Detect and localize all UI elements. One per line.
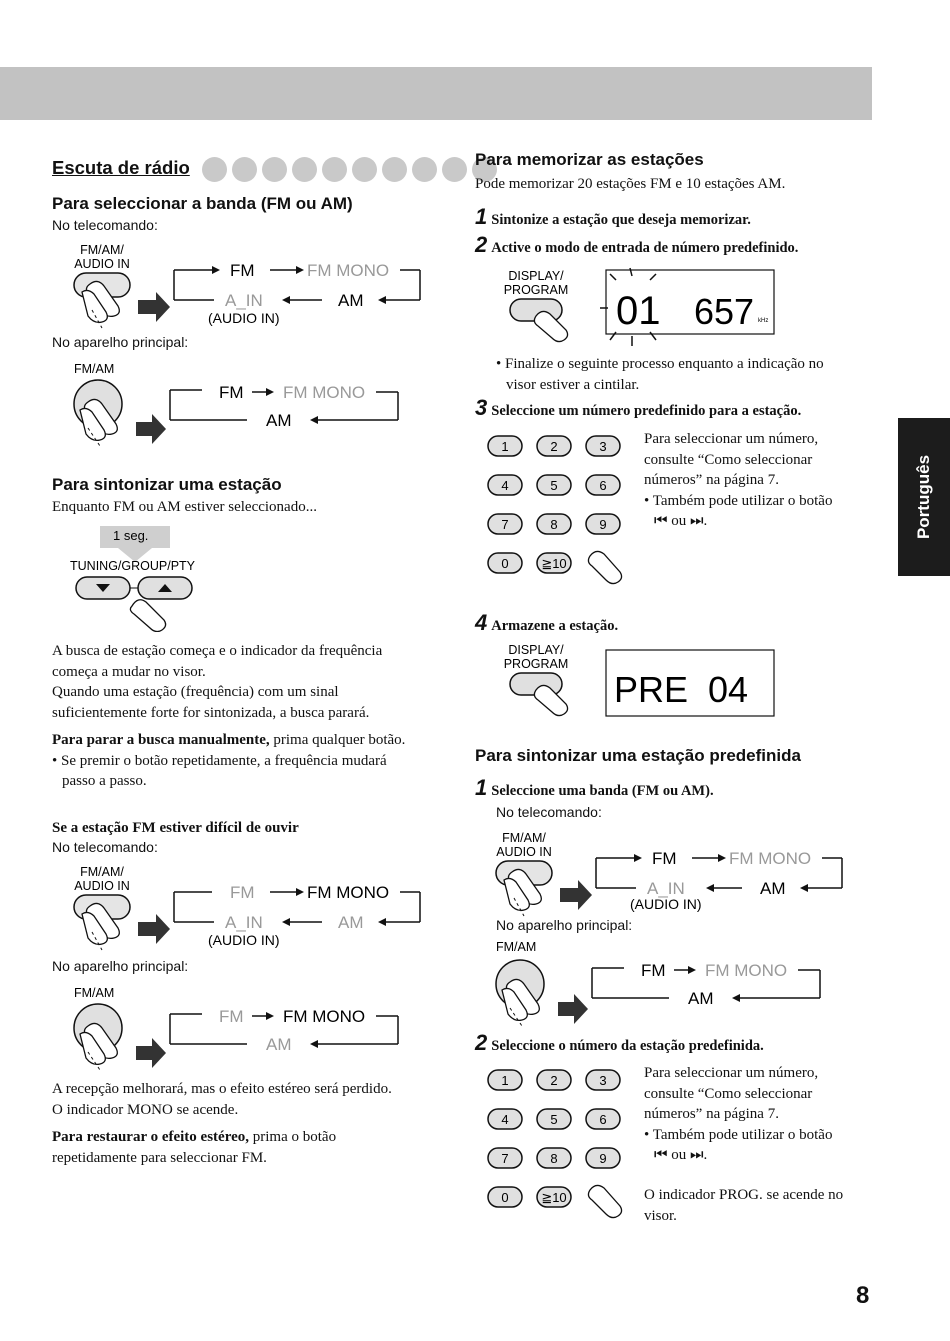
tune-stop xyxy=(52,730,405,792)
remote-button-label-1: FM/AM/ xyxy=(80,865,124,879)
keypad-label: 0 xyxy=(501,556,509,571)
arrow-right-icon xyxy=(138,914,170,944)
fm-restore-bold: Para restaurar o efeito estéreo, xyxy=(52,1129,249,1145)
fm-remote-diagram xyxy=(52,862,432,952)
keypad-label: 9 xyxy=(599,1151,607,1166)
tune-intro: Enquanto FM ou AM estiver seleccionado... xyxy=(52,499,317,515)
memo-step-1 xyxy=(475,204,751,230)
fm-line: A recepção melhorará, mas o efeito estéreo será perdido. xyxy=(52,1081,392,1097)
memo-step-2 xyxy=(475,232,798,258)
flow-a-in: A_IN xyxy=(225,913,263,932)
display-program-label-2: PROGRAM xyxy=(503,657,569,671)
flow-audio-in: (AUDIO IN) xyxy=(208,932,280,948)
step-number: 1 xyxy=(475,204,488,229)
memo-step3-text xyxy=(644,429,832,532)
flow-arrow-icon xyxy=(688,966,696,974)
flow-fm-mono: FM MONO xyxy=(307,883,390,902)
memo-step3-line: Para seleccionar um número, xyxy=(644,431,819,447)
fm-line: O indicador MONO se acende. xyxy=(52,1101,239,1118)
memo-note-line: • Finalize o seguinte processo enquanto a indicação no xyxy=(496,356,824,372)
step-number: 3 xyxy=(475,395,488,420)
step-text: Seleccione um número predefinido para a estação. xyxy=(491,403,802,419)
preset-step2-line: Para seleccionar um número, xyxy=(644,1065,819,1081)
flow-am: AM xyxy=(266,1035,292,1054)
arrow-right-icon xyxy=(560,880,592,910)
remote-button-label-2: AUDIO IN xyxy=(74,257,130,271)
flow-audio-in: (AUDIO IN) xyxy=(208,310,280,326)
fm-heading: Se a estação FM estiver difícil de ouvir xyxy=(52,820,299,836)
flow-fm-mono: FM MONO xyxy=(283,383,366,402)
flow-fm: FM xyxy=(652,849,677,868)
fm-main-label: No aparelho principal: xyxy=(52,958,189,974)
hold-duration: 1 seg. xyxy=(113,528,149,543)
store-diagram-1 xyxy=(496,266,786,350)
step-text: Sintonize a estação que deseja memorizar. xyxy=(491,212,751,228)
tune-bullet-cont: passo a passo. xyxy=(62,773,147,789)
display-program-label-1: DISPLAY/ xyxy=(508,269,564,283)
keypad-label: 5 xyxy=(550,1112,558,1127)
flow-fm-mono: FM MONO xyxy=(307,261,390,280)
keypad-label: 4 xyxy=(501,478,509,493)
store-diagram-2 xyxy=(496,640,786,724)
flow-am: AM xyxy=(266,411,292,430)
remote-button-label-2: AUDIO IN xyxy=(74,879,130,893)
keypad-label: 1 xyxy=(501,439,509,454)
keypad-label: 8 xyxy=(550,1151,558,1166)
main-button-label: FM/AM xyxy=(74,986,115,1000)
memo-intro: Pode memorizar 20 estações FM e 10 estações AM. xyxy=(475,176,786,192)
flow-am: AM xyxy=(760,879,786,898)
preset-step2-line: números” na página 7. xyxy=(644,1106,779,1122)
step-number: 2 xyxy=(475,1030,488,1055)
pointing-finger-icon xyxy=(130,600,165,632)
step-number: 2 xyxy=(475,232,488,257)
tune-line: começa a mudar no visor. xyxy=(52,663,206,680)
display-program-label-2: PROGRAM xyxy=(503,283,569,297)
keypad-label: 1 xyxy=(501,1073,509,1088)
band-main-diagram xyxy=(52,358,412,448)
flow-am: AM xyxy=(338,913,364,932)
memo-note-line: visor estiver a cintilar. xyxy=(506,376,640,393)
flow-am: AM xyxy=(688,989,714,1008)
preset-main-label: No aparelho principal: xyxy=(496,917,633,933)
preset-step2-line: ⏮ ou ⏭. xyxy=(654,1147,708,1163)
memo-note xyxy=(496,354,824,395)
flow-fm-mono: FM MONO xyxy=(729,849,812,868)
fm-restore-rest: prima o botão xyxy=(249,1129,337,1145)
preset-remote-diagram xyxy=(474,828,854,918)
section-title: Escuta de rádio xyxy=(52,157,190,178)
memo-step-3 xyxy=(475,395,801,421)
band-heading: Para seleccionar a banda (FM ou AM) xyxy=(52,194,353,213)
flow-arrow-icon xyxy=(718,854,726,862)
keypad-label: 4 xyxy=(501,1112,509,1127)
preset-remote-label: No telecomando: xyxy=(496,804,602,820)
tune-paragraph xyxy=(52,641,382,723)
flow-fm: FM xyxy=(230,883,255,902)
step-text: Seleccione o número da estação predefinida. xyxy=(491,1038,764,1054)
remote-button-label-2: AUDIO IN xyxy=(496,845,552,859)
preset-step-2 xyxy=(475,1030,764,1056)
tune-bullet: • Se premir o botão repetidamente, a frequência mudará xyxy=(52,752,387,769)
flow-a-in: A_IN xyxy=(647,879,685,898)
flow-arrow-icon xyxy=(266,1012,274,1020)
keypad-label: 3 xyxy=(599,1073,607,1088)
pointing-finger-icon xyxy=(588,1185,621,1217)
display-program-label-1: DISPLAY/ xyxy=(508,643,564,657)
pointing-finger-icon xyxy=(588,551,621,583)
tuning-button-label: TUNING/GROUP/PTY xyxy=(70,559,196,573)
header-bar xyxy=(0,67,872,120)
remote-button-label-1: FM/AM/ xyxy=(502,831,546,845)
lcd-preset-number: 01 xyxy=(616,289,661,333)
pointing-finger-icon xyxy=(534,685,567,715)
step-number: 4 xyxy=(475,610,488,635)
keypad-label: 7 xyxy=(501,517,509,532)
title-dots-decoration xyxy=(202,157,497,182)
keypad-label: ≧10 xyxy=(541,1190,567,1205)
flow-audio-in: (AUDIO IN) xyxy=(630,896,702,912)
arrow-right-icon xyxy=(138,292,170,322)
keypad-2 xyxy=(486,1066,636,1226)
preset-prog-line: O indicador PROG. se acende no xyxy=(644,1187,844,1203)
tune-stop-rest: prima qualquer botão. xyxy=(269,732,406,748)
fm-restore xyxy=(52,1127,336,1168)
step-text: Armazene a estação. xyxy=(491,618,619,634)
band-remote-diagram xyxy=(52,240,432,330)
tune-line: Quando uma estação (frequência) com um sinal xyxy=(52,684,339,700)
keypad-label: 9 xyxy=(599,517,607,532)
preset-step-1 xyxy=(475,775,714,801)
flow-arrow-icon xyxy=(296,888,304,896)
keypad-1 xyxy=(486,432,636,592)
step-text: Seleccione uma banda (FM ou AM). xyxy=(491,783,714,799)
flow-fm: FM xyxy=(219,383,244,402)
remote-button-label-1: FM/AM/ xyxy=(80,243,124,257)
keypad-label: 2 xyxy=(550,1073,558,1088)
keypad-label: ≧10 xyxy=(541,556,567,571)
tune-stop-bold: Para parar a busca manualmente, xyxy=(52,732,270,748)
tuning-diagram xyxy=(60,522,280,632)
memo-step3-line: números” na página 7. xyxy=(644,472,779,488)
keypad-label: 2 xyxy=(550,439,558,454)
fm-main-diagram xyxy=(52,982,412,1072)
keypad-label: 5 xyxy=(550,478,558,493)
flow-am: AM xyxy=(338,291,364,310)
tune-line: A busca de estação começa e o indicador da frequência xyxy=(52,643,383,659)
keypad-label: 3 xyxy=(599,439,607,454)
band-remote-label: No telecomando: xyxy=(52,217,158,233)
memo-step3-line: ⏮ ou ⏭. xyxy=(654,513,708,529)
fm-restore-line2: repetidamente para seleccionar FM. xyxy=(52,1149,267,1166)
main-button-label: FM/AM xyxy=(74,362,115,376)
memo-step3-line: • Também pode utilizar o botão xyxy=(644,492,833,509)
main-button-label: FM/AM xyxy=(496,940,537,954)
preset-prog-note xyxy=(644,1185,843,1226)
fm-remote-label: No telecomando: xyxy=(52,839,158,855)
preset-prog-line: visor. xyxy=(644,1207,677,1224)
flow-fm-mono: FM MONO xyxy=(283,1007,366,1026)
memo-step3-line: consulte “Como seleccionar xyxy=(644,451,813,468)
tune-heading: Para sintonizar uma estação xyxy=(52,475,282,494)
step-text: Active o modo de entrada de número predefinido. xyxy=(491,240,799,256)
band-main-label: No aparelho principal: xyxy=(52,334,189,350)
arrow-right-icon xyxy=(136,414,166,444)
tune-line: suficientemente forte for sintonizada, a busca parará. xyxy=(52,704,370,721)
lcd-preset-text: PRE 04 xyxy=(614,669,749,710)
arrow-right-icon xyxy=(136,1038,166,1068)
fm-paragraph xyxy=(52,1079,392,1120)
pointing-finger-icon xyxy=(534,311,567,341)
preset-step2-line: • Também pode utilizar o botão xyxy=(644,1126,833,1143)
flow-fm: FM xyxy=(219,1007,244,1026)
flow-fm: FM xyxy=(641,961,666,980)
keypad-label: 6 xyxy=(599,478,607,493)
keypad-label: 7 xyxy=(501,1151,509,1166)
flow-fm-mono: FM MONO xyxy=(705,961,788,980)
flow-fm: FM xyxy=(230,261,255,280)
preset-main-diagram xyxy=(474,936,834,1026)
memo-step-4 xyxy=(475,610,618,636)
keypad-label: 6 xyxy=(599,1112,607,1127)
language-tab xyxy=(898,418,950,576)
lcd-frequency: 657 xyxy=(694,291,755,332)
lcd-unit: kHz xyxy=(758,318,769,324)
memo-heading: Para memorizar as estações xyxy=(475,150,704,169)
flow-a-in: A_IN xyxy=(225,291,263,310)
preset-step2-text xyxy=(644,1063,832,1166)
preset-step2-line: consulte “Como seleccionar xyxy=(644,1085,813,1102)
flow-arrow-icon xyxy=(296,266,304,274)
keypad-label: 0 xyxy=(501,1190,509,1205)
flow-arrow-icon xyxy=(266,388,274,396)
language-tab-label: Português xyxy=(914,454,933,540)
page-number: 8 xyxy=(856,1282,870,1309)
keypad-label: 8 xyxy=(550,517,558,532)
arrow-right-icon xyxy=(558,994,588,1024)
preset-heading: Para sintonizar uma estação predefinida xyxy=(475,746,801,765)
step-number: 1 xyxy=(475,775,488,800)
